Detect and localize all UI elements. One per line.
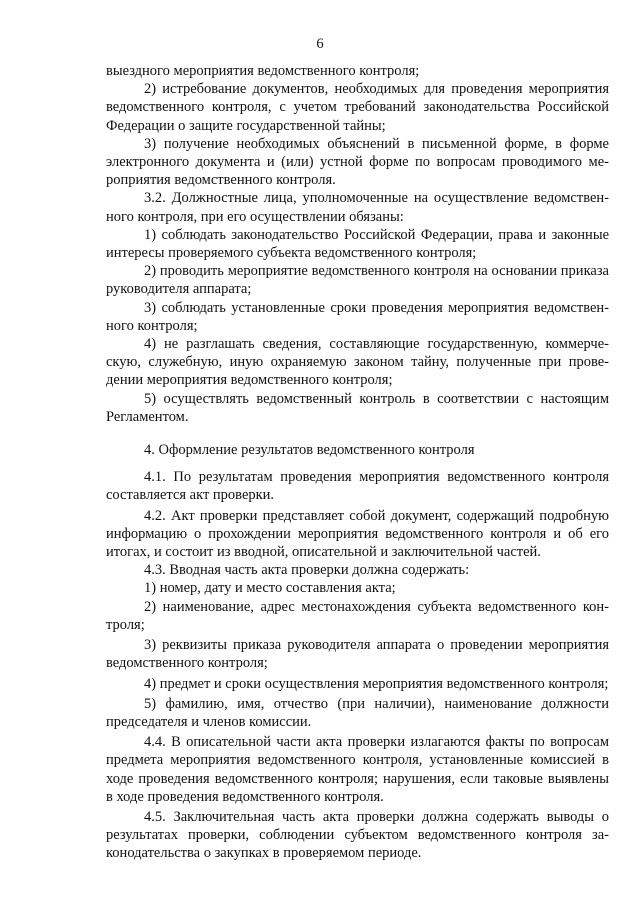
intro-item-2: 2) наименование, адрес местонахождения субъекта ведомственного контроля; xyxy=(106,598,609,633)
list-item-2-request-documents: 2) истребование документов, необходимых для проведения мероприятия ведомственного контроля, с учетом требований законодательства Российской Федерации о защите государственной тайны; xyxy=(106,81,609,134)
clause-4-2: 4.2. Акт проверки представляет собой документ, содержащий подробную информацию о прохождении мероприятия ведомственного контроля и об его итогах, и состоит из вводной, описательной и заключительной частей. xyxy=(106,507,609,561)
clause-4-1: 4.1. По результатам проведения мероприятия ведомственного контроля составляется акт проверки. xyxy=(106,469,609,504)
intro-item-3: 3) реквизиты приказа руководителя аппарата о проведении мероприятия ведомственного контроля; xyxy=(106,637,609,672)
duty-item-1: 1) соблюдать законодательство Российской Федерации, права и законные интересы проверяемого субъекта ведомственного контроля; xyxy=(106,226,609,262)
duty-item-2: 2) проводить мероприятие ведомственного контроля на основании приказа руководителя аппарата; xyxy=(106,263,609,298)
duty-item-3: 3) соблюдать установленные сроки проведения мероприятия ведомственного контроля; xyxy=(106,299,609,334)
clause-4-3: 4.3. Вводная часть акта проверки должна содержать: xyxy=(144,562,470,579)
clause-3-2: 3.2. Должностные лица, уполномоченные на осуществление ведомственного контроля, при его осуществлении обязаны: xyxy=(106,190,609,225)
intro-item-1: 1) номер, дату и место составления акта; xyxy=(144,580,396,597)
duty-item-4: 4) не разглашать сведения, составляющие государственную, коммерческую, служебную, иную охраняемую законом тайну, полученные при проведении мероприятия ведомственного контроля; xyxy=(106,336,609,389)
section-4-heading: 4. Оформление результатов ведомственного контроля xyxy=(144,442,475,459)
list-item-3-obtain-explanations: 3) получение необходимых объяснений в письменной форме, в форме электронного документа и (или) устной форме по вопросам проводимого мероприятия ведомственного контроля. xyxy=(106,135,609,189)
duty-item-5: 5) осуществлять ведомственный контроль в соответствии с настоящим Регламентом. xyxy=(106,390,609,425)
paragraph-continuation: выездного мероприятия ведомственного контроля; xyxy=(106,63,420,79)
page-number: 6 xyxy=(316,36,324,52)
clause-4-5: 4.5. Заключительная часть акта проверки должна содержать выводы о результатах проверки, соблюдении субъектом ведомственного контроля законодательства о закупках в проверяемом периоде. xyxy=(106,808,609,862)
intro-item-5: 5) фамилию, имя, отчество (при наличии), наименование должности председателя и членов комиссии. xyxy=(106,695,609,730)
intro-item-4: 4) предмет и сроки осуществления мероприятия ведомственного контроля; xyxy=(144,675,609,692)
clause-4-4: 4.4. В описательной части акта проверки излагаются факты по вопросам предмета мероприятия ведомственного контроля, установленные комиссией в ходе проведения ведомственного контроля; нарушения, если таковые выявлены в ходе проведения ведомственного контроля. xyxy=(106,734,609,805)
document-body xyxy=(106,62,609,863)
